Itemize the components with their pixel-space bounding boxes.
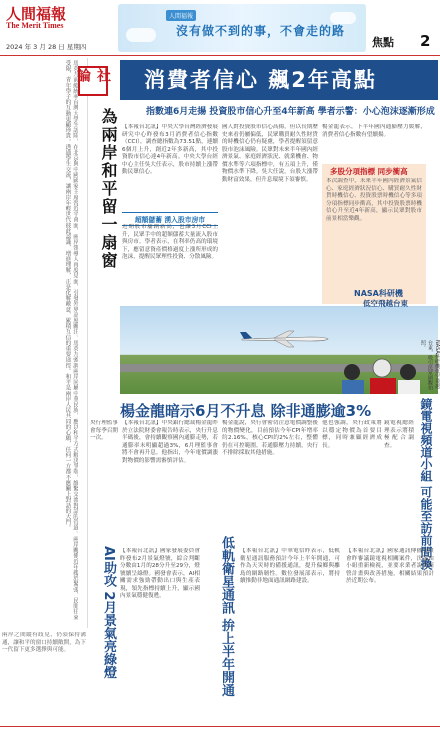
sidebar-heading: 多股分項指標 同步衝高 [330,167,408,176]
editorial-badge: 社論 [78,66,108,96]
second-body-col-0: 央行理監事會每季召開一次。 [90,420,118,441]
news-photo[interactable] [120,306,438,394]
second-body-col-1: 【本報台北訊】中央銀行總裁楊金龍昨於立法院財委會報告時表示，央行升息半碼後，會持續觀察國內通膨走勢，若通膨率未明顯超過3%，6月理監事會將不會再升息。他指出，今年電價調漲對物價的影響需審慎評估。 [122,420,218,464]
second-body-col-3: 他也強調，央行政策將以穩定物價為首要目標，同時兼顧經濟成長。 [322,420,382,449]
fourth-headline[interactable]: 低軌衛星通訊 拚上半年開通 [219,536,234,697]
banner-slogan: 沒有做不到的事，不會走的路 [176,24,346,38]
section-name: 焦點 [372,36,394,49]
photo-caption-heading: NASA科研機 [354,289,403,298]
spectators-illustration [334,350,424,394]
photo-caption: NASA科研機低空飛越台東，吸引民眾圍觀拍照。 [420,340,440,390]
editorial-title[interactable]: 為兩岸和平留一扇窗 [99,108,118,270]
second-body-col-2: 楊金龍說，央行會密切注意電價調整後的物價變化，目前預估今年CPI年增率約2.16%，核心CPI約2%左右，整體仍在可控範圍。若通膨壓力持續，央行不排除採取其他措施。 [222,420,318,456]
editorial-body: 馬英九前總統率台灣大學生訪陸，在北京與中國國家主席習近平會面，兩岸領導人再度見面，引發外界高度關注。馬英九強調兩岸同屬中華民族，應以和平方式解決爭端，維繫交流對話的管道。兩岸關係近年趨於緊張，民間往來受限，青年學子的互動更顯珍貴。透過學生交流，讓兩岸年輕世代彼此認識、增進理解，正是化解敵意、累積互信的重要途徑。和平是兩岸人民共同的心願，任何一方都不應關上對話的大門。 [64,60,78,620]
second-headline[interactable]: 楊金龍暗示6月不升息 除非通膨逾3% [120,402,372,420]
issue-date: 2024 年 3 月 28 日 星期四 [6,43,87,51]
lead-body-col-3: 楊金龍表示，下半年國內通膨壓力緩解，消費者信心指數有望續揚。 [322,124,426,138]
page-number: 2 [420,32,431,50]
lead-subhead: 超額儲蓄 湧入股市房市 [122,212,218,226]
fifth-body-top: 鏡電視總經理表示將積極配合調查。 [384,420,414,449]
lead-body-col-2: 國人對投資股市信心高揚，但以長期歷史來看仍屬偏低，民眾購買耐久性財貨的時機信心仍有疑慮，學者提醒須留意股市泡沫風險。民眾對未來半年國內經濟景氣、家庭經濟狀況、就業機會、物價水準等六項指標中，有五項上升，僅物價水準下降。吳大任說，台股大漲帶動財富效果，但升息環境下須審慎。 [222,124,318,183]
photo-caption-subheading: 低空飛越台東 [363,299,408,308]
fifth-headline[interactable]: 鏡電視頻道小組 可能至訪前間換 [419,398,433,571]
airplane-icon [240,330,330,348]
logo[interactable]: 人間福報 [6,5,67,23]
third-headline[interactable]: AI助攻 2月景氣亮綠燈 [101,546,116,679]
sidebar-body: 本次調查中，未來半年國內經濟景氣信心、家庭經濟狀況信心、購買耐久性財貨時機信心、投資股票時機信心等多項分項指標同步衝高，其中投資股票時機信心升至近4年新高，顯示民眾對股市前景相當樂觀。 [326,178,422,222]
editorial-body-continued: 兩岸之間縱有歧見，仍須保持溝通，讓和平的窗口持續敞開，為下一代留下更多選擇與可能。 [2,632,86,653]
header-banner[interactable] [118,4,366,52]
editorial-column [0,58,88,628]
lead-subheadline: 指數連6月走揚 投資股市信心升至4年新高 學者示警：小心泡沫逐漸形成 [146,107,435,117]
third-body: 【本報台北訊】國家發展委員會昨發布2月景氣燈號，綜合判斷分數由1月的28分升至29分，燈號續呈綠燈。國發會表示，AI相關需求強勁帶動出口與生產表現，領先指標持續上升，顯示國內景氣穩健復甦。 [120,548,200,599]
fourth-body: 【本報台北訊】中華電信昨表示，低軌衛星通訊服務預計今年上半年開通，可作為天災時的備援通訊，提升偏鄉與離島的網路韌性。數位發展部表示，將持續推動非地面通訊網路建設。 [240,548,340,584]
cloud-icon [126,28,156,42]
lead-body-col-1: 【本報台北訊】中央大學台灣經濟發展研究中心昨發布3月消費者信心指數（CCI），調查總指數為73.51點，連續6個月上升，創近2年多新高，其中投資股市信心達4年新高。中央大學台經中心主任吳大任表示，股市持續上漲帶動民眾信心。 [122,124,218,175]
fifth-body: 【本報台北訊】國家通訊傳播委員會昨審議鏡電視相關案件，決議由小組重新檢視，並要求業者說明經營計畫與改善措施，相關結果預計於近期公布。 [346,548,434,584]
logo-english: The Merit Times [6,21,64,30]
lead-body-col-4: 近期股市屢創新高，也讓3月CCI上升，民眾手中的超額儲蓄大量流入股市與房市。學者表示，在利率仍高的環境下，應留意資產價格過度上漲所形成的泡沫，提醒民眾理性投資、分散風險。 [122,224,218,260]
footer-rule [0,726,440,727]
lead-headline[interactable]: 消費者信心 飆2年高點 [144,68,377,92]
masthead [0,0,440,56]
banner-tag: 人間福報 [166,10,196,21]
